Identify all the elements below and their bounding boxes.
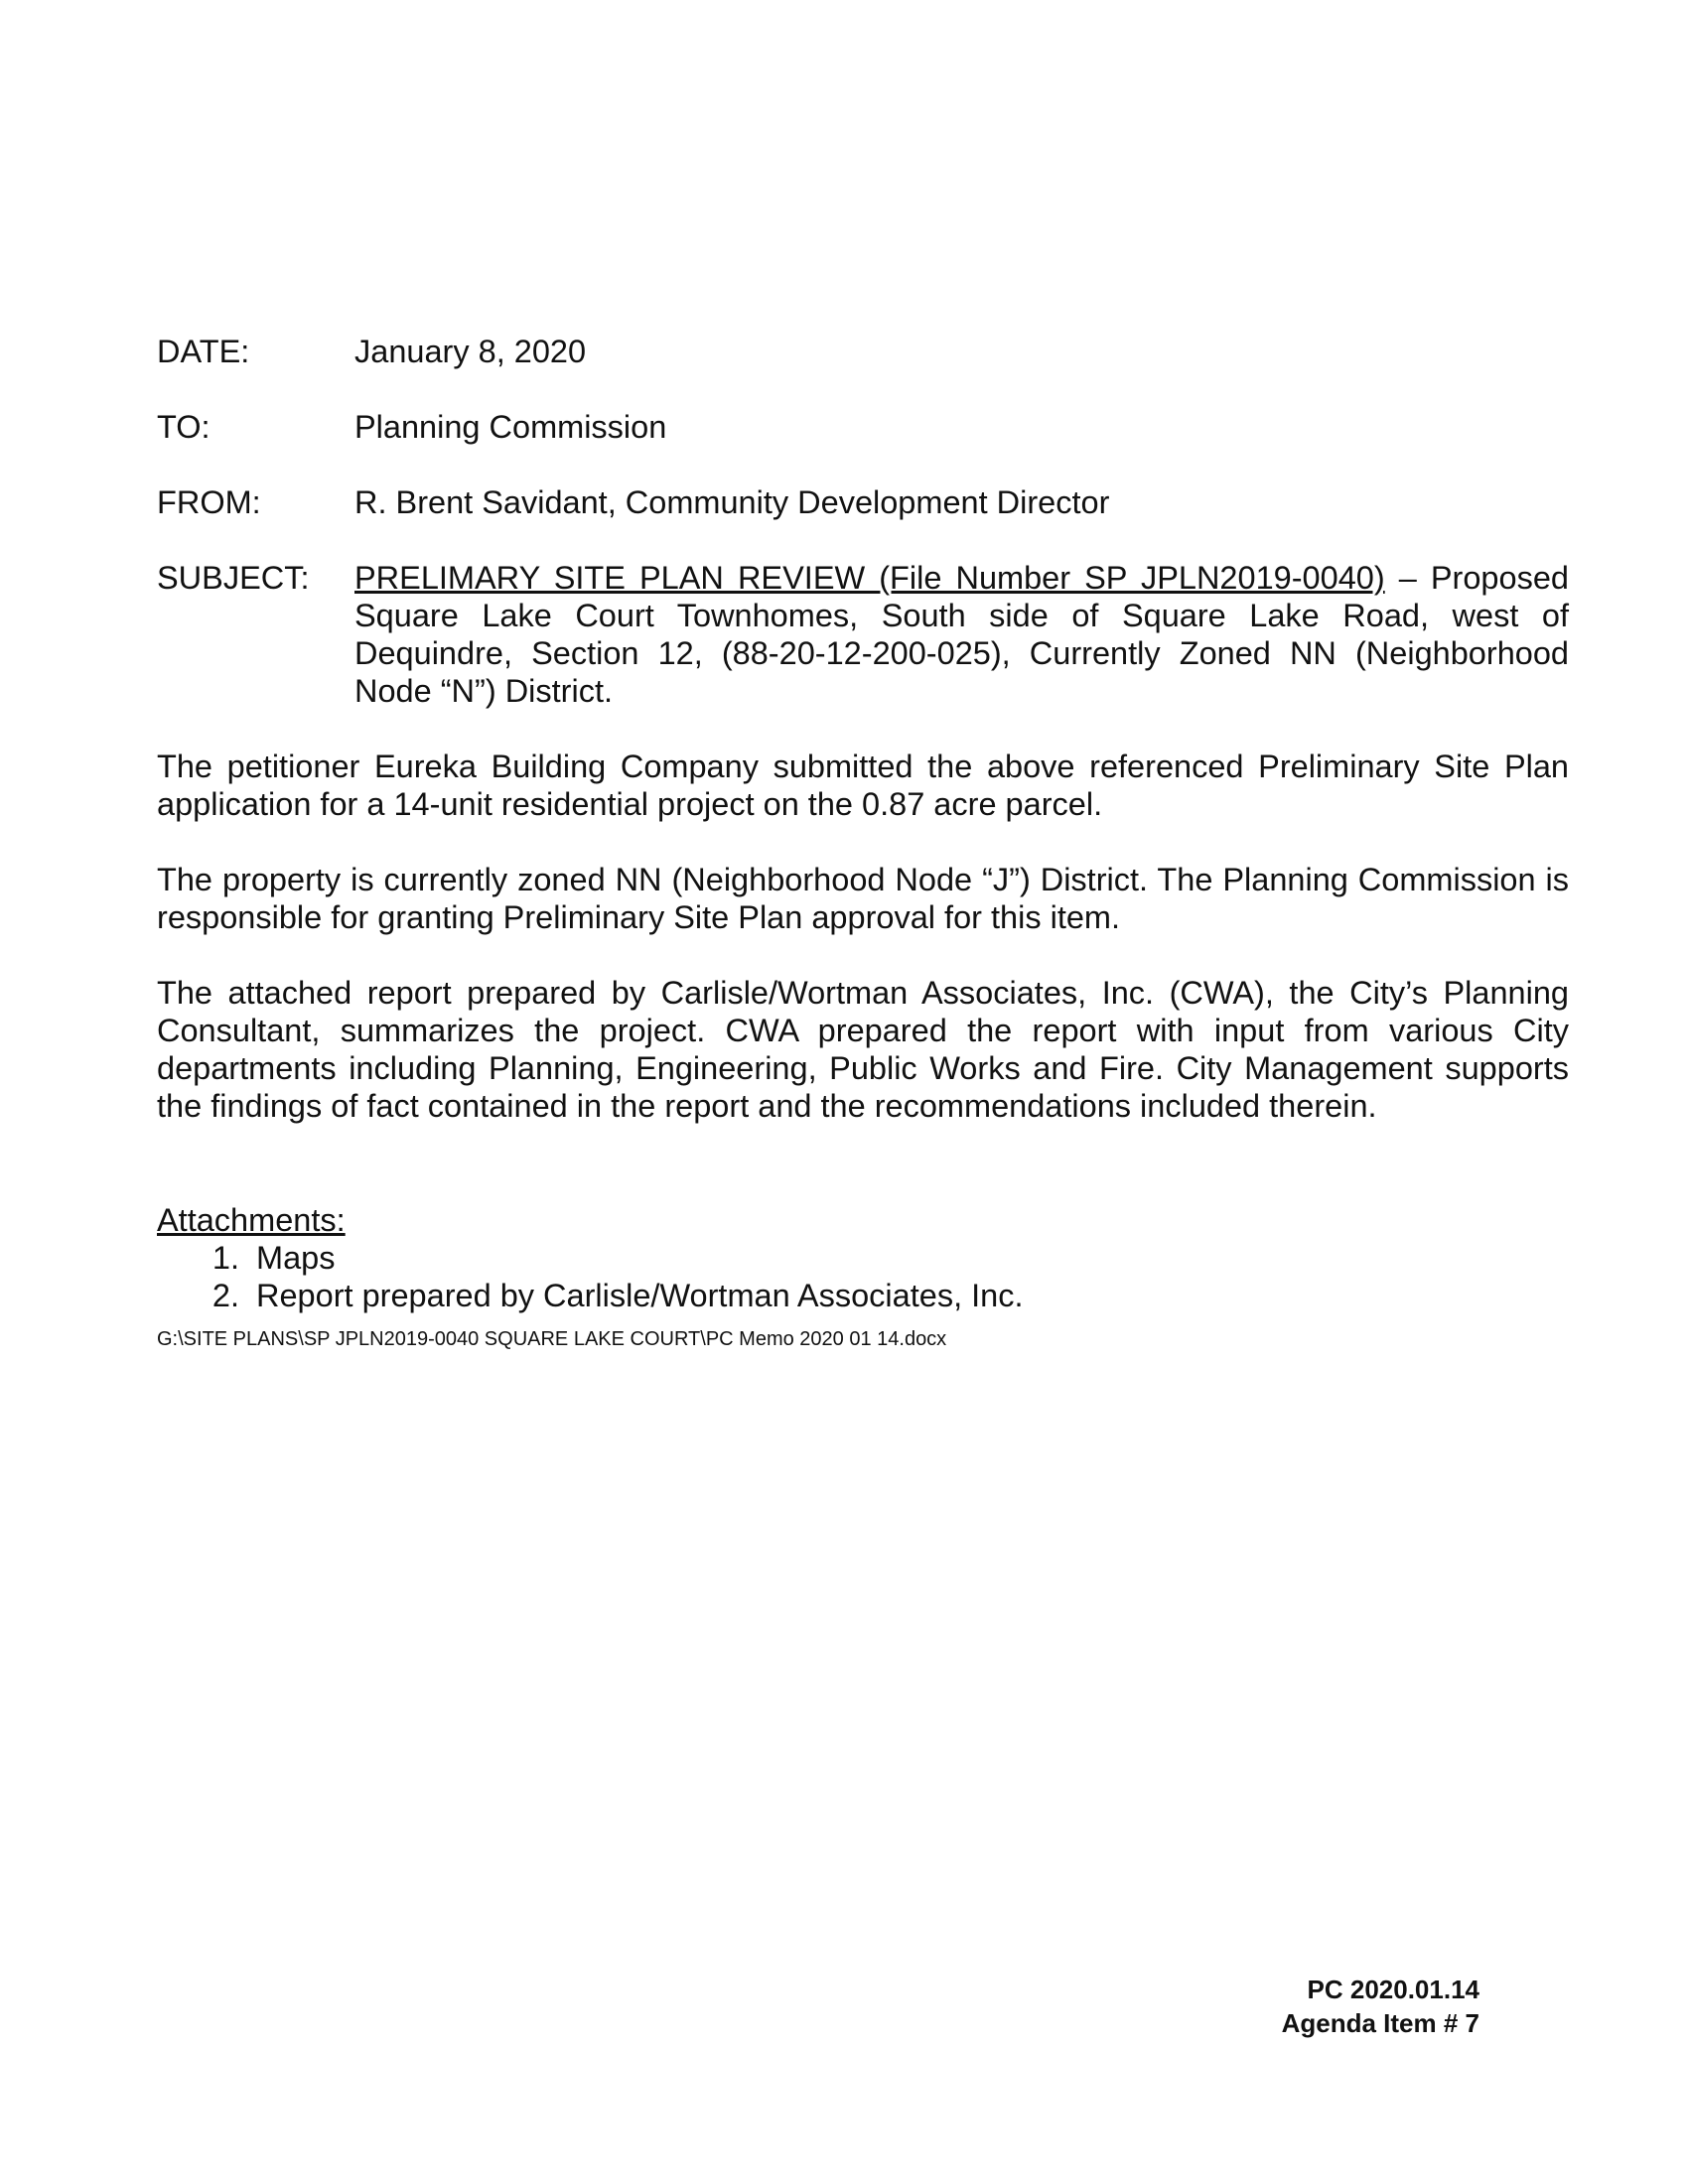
paragraph-petitioner: The petitioner Eureka Building Company submitted the above referenced Preliminary Site Plan application for a 14-unit residential project on the 0.87 acre parcel. <box>157 749 1569 822</box>
attachment-number: 1. <box>211 1240 239 1276</box>
list-item <box>157 1277 1569 1314</box>
agenda-item: Agenda Item # 7 <box>1281 2008 1479 2038</box>
attachment-text: Maps <box>256 1240 336 1276</box>
paragraph-zoning: The property is currently zoned NN (Neighborhood Node “J”) District. The Planning Commission is responsible for granting Preliminary Site Plan approval for this item. <box>157 862 1569 935</box>
memo-document <box>157 333 1569 1352</box>
from-row <box>157 483 1569 521</box>
to-value: Planning Commission <box>354 409 667 445</box>
date-label: DATE: <box>157 334 250 369</box>
attachment-number: 2. <box>211 1278 239 1313</box>
subject-value <box>354 559 1569 710</box>
to-row <box>157 408 1569 446</box>
meeting-code: PC 2020.01.14 <box>1307 1975 1479 2004</box>
file-path: G:\SITE PLANS\SP JPLN2019-0040 SQUARE LAKE COURT\PC Memo 2020 01 14.docx <box>157 1328 947 1350</box>
subject-title: PRELIMARY SITE PLAN REVIEW (File Number SP JPLN2019-0040) <box>354 560 1385 596</box>
subject-row <box>157 559 1569 710</box>
to-label: TO: <box>157 409 211 445</box>
attachment-text: Report prepared by Carlisle/Wortman Associates, Inc. <box>256 1278 1024 1313</box>
from-value: R. Brent Savidant, Community Development Director <box>354 484 1110 520</box>
attachments-list <box>157 1239 1569 1314</box>
date-value: January 8, 2020 <box>354 334 587 369</box>
agenda-footer <box>1282 1973 1479 2040</box>
list-item <box>157 1239 1569 1277</box>
paragraph-report: The attached report prepared by Carlisle/Wortman Associates, Inc. (CWA), the City’s Planning Consultant, summarizes the project. CWA prepared the report with input from various City departments including Planning, Engineering, Public Works and Fire. City Management supports the findings of fact contained in the report and the recommendations included therein. <box>157 975 1569 1124</box>
attachments-title: Attachments: <box>157 1202 346 1238</box>
date-row <box>157 333 1569 370</box>
attachments-section <box>157 1201 1569 1314</box>
subject-description: – Proposed Square Lake Court Townhomes, South side of Square Lake Road, west of Dequindre, Section 12, (88-20-12-200-025), Currently Zoned NN (Neighborhood Node “N”) District. <box>354 560 1569 709</box>
from-label: FROM: <box>157 484 261 520</box>
subject-label: SUBJECT: <box>157 560 310 596</box>
